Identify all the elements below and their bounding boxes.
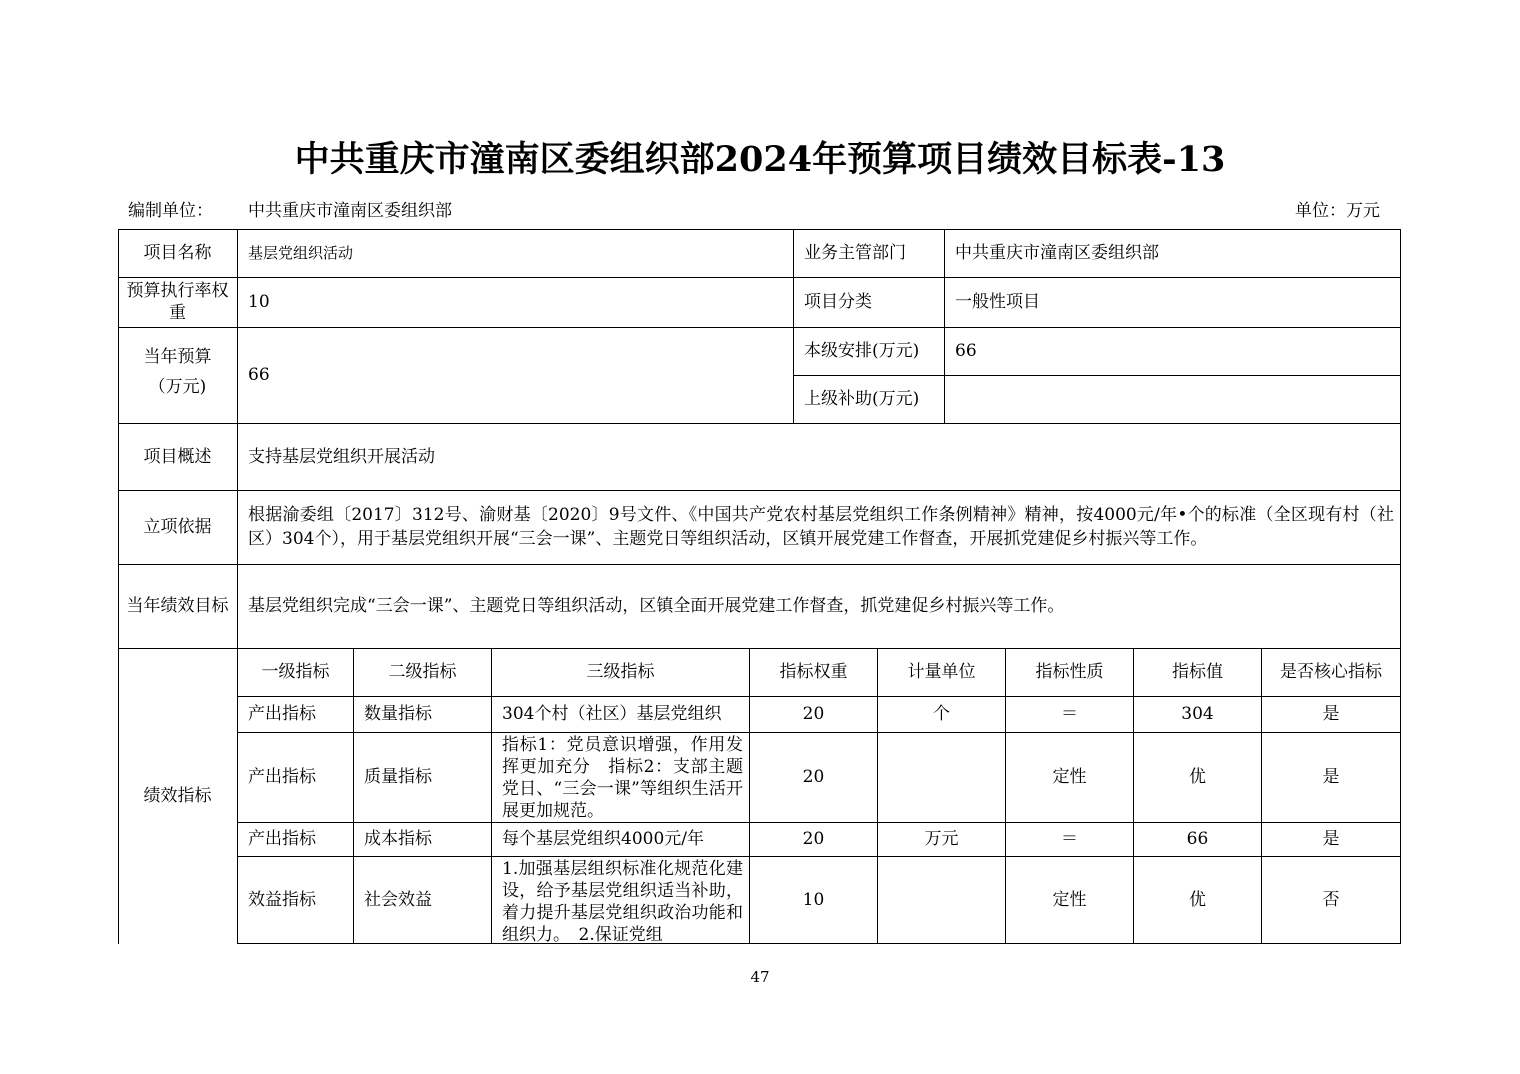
- perf-header-level2: 二级指标: [388, 662, 457, 682]
- table-row-cell: 优: [1189, 889, 1206, 910]
- table-row-cell: 是: [1322, 829, 1340, 849]
- goal-value: 基层党组织完成“三会一课”、主题党日等组织活动，区镇全面开展党建工作督查，抓党建促乡村振兴等工作。: [248, 596, 1065, 616]
- table-row-cell: 指标1：党员意识增强，作用发挥更加充分 指标2：支部主题党日、“三会一课”等组织生活开展更加规范。: [502, 735, 743, 821]
- unit-label: 单位：万元: [1295, 201, 1380, 221]
- table-row-cell: 否: [1322, 889, 1340, 910]
- perf-header-core: 是否核心指标: [1280, 662, 1382, 682]
- row-divider: [237, 943, 1401, 944]
- table-row-cell: 定性: [1052, 889, 1087, 910]
- table-row-cell: ＝: [1061, 704, 1078, 724]
- table-row-cell: 是: [1322, 704, 1340, 724]
- table-row-cell: 是: [1322, 767, 1340, 787]
- table-row-cell: 10: [802, 889, 825, 910]
- basis-label: 立项依据: [143, 517, 212, 537]
- table-row-cell: 个: [933, 704, 950, 724]
- table-row-cell: 效益指标: [248, 889, 316, 910]
- page-number: 47: [750, 968, 770, 986]
- perf-header-level3: 三级指标: [586, 662, 655, 682]
- table-row-cell: 66: [1186, 829, 1209, 849]
- table-row-cell: 304: [1181, 704, 1214, 724]
- table-row-cell: [878, 856, 1005, 943]
- dept-label: 业务主管部门: [804, 243, 906, 263]
- category-value: 一般性项目: [955, 292, 1040, 312]
- table-row-cell: 社会效益: [364, 889, 432, 910]
- goal-label: 当年绩效目标: [126, 596, 229, 616]
- upper-subsidy-label: 上级补助(万元): [804, 389, 920, 409]
- category-label: 项目分类: [804, 292, 872, 312]
- table-row-cell: 每个基层党组织4000元/年: [502, 829, 704, 849]
- table-row-cell: 数量指标: [364, 704, 432, 724]
- overview-value: 支持基层党组织开展活动: [248, 446, 435, 467]
- perf-header-weight: 指标权重: [779, 662, 848, 682]
- table-row-cell: ＝: [1061, 829, 1078, 849]
- exec-weight-label: 预算执行率权重: [126, 281, 229, 323]
- dept-value: 中共重庆市潼南区委组织部: [955, 243, 1159, 263]
- local-budget-label: 本级安排(万元): [804, 341, 920, 361]
- table-row-cell: 20: [802, 829, 825, 849]
- table-row-cell: 产出指标: [248, 704, 316, 724]
- table-row-cell: 20: [802, 767, 825, 787]
- table-row-cell: 成本指标: [364, 829, 432, 849]
- budget-label-line1: 当年预算: [143, 347, 212, 367]
- basis-value: 根据渝委组〔2017〕312号、渝财基〔2020〕9号文件、《中国共产党农村基层党组织工作条例精神》精神，按4000元/年•个的标准（全区现有村（社区）304个），用于基层党组织开展“三会一课”、主题党日等组织活动，区镇开展党建工作督查，开展抓党建促乡村振兴等工作。: [248, 505, 1394, 549]
- table-row-cell: 万元: [924, 829, 959, 849]
- overview-label: 项目概述: [143, 446, 212, 467]
- project-name-label: 项目名称: [143, 243, 212, 263]
- page-title: 中共重庆市潼南区委组织部2024年预算项目绩效目标表-13: [294, 139, 1226, 180]
- local-budget-value: 66: [955, 341, 977, 361]
- table-row-cell: 产出指标: [248, 829, 316, 849]
- upper-subsidy-value: [945, 375, 1400, 423]
- table-row-cell: 产出指标: [248, 767, 316, 787]
- table-row-cell: 20: [802, 704, 825, 724]
- table-row-cell: 质量指标: [364, 767, 432, 787]
- performance-table: [118, 229, 1401, 944]
- budget-value: 66: [248, 365, 270, 385]
- perf-header-level1: 一级指标: [261, 662, 330, 682]
- exec-weight-value: 10: [248, 292, 270, 312]
- table-border-right: [1400, 229, 1401, 944]
- table-row-cell: 1.加强基层组织标准化规范化建设，给予基层党组织适当补助，着力提升基层党组织政治功能和组织力。 2.保证党组: [502, 859, 743, 943]
- budget-label-line2: （万元): [148, 377, 207, 397]
- table-row-cell: 优: [1189, 767, 1206, 787]
- org-value: 中共重庆市潼南区委组织部: [248, 201, 452, 221]
- table-row-cell: 定性: [1052, 767, 1087, 787]
- perf-header-nature: 指标性质: [1035, 662, 1104, 682]
- table-row-cell: 304个村（社区）基层党组织: [502, 704, 722, 724]
- org-label: 编制单位：: [128, 201, 213, 221]
- perf-header-value: 指标值: [1172, 662, 1223, 682]
- table-row-cell: [878, 732, 1005, 822]
- perf-label: 绩效指标: [143, 786, 212, 806]
- project-name-value: 基层党组织活动: [248, 244, 354, 262]
- perf-header-unit: 计量单位: [907, 662, 976, 682]
